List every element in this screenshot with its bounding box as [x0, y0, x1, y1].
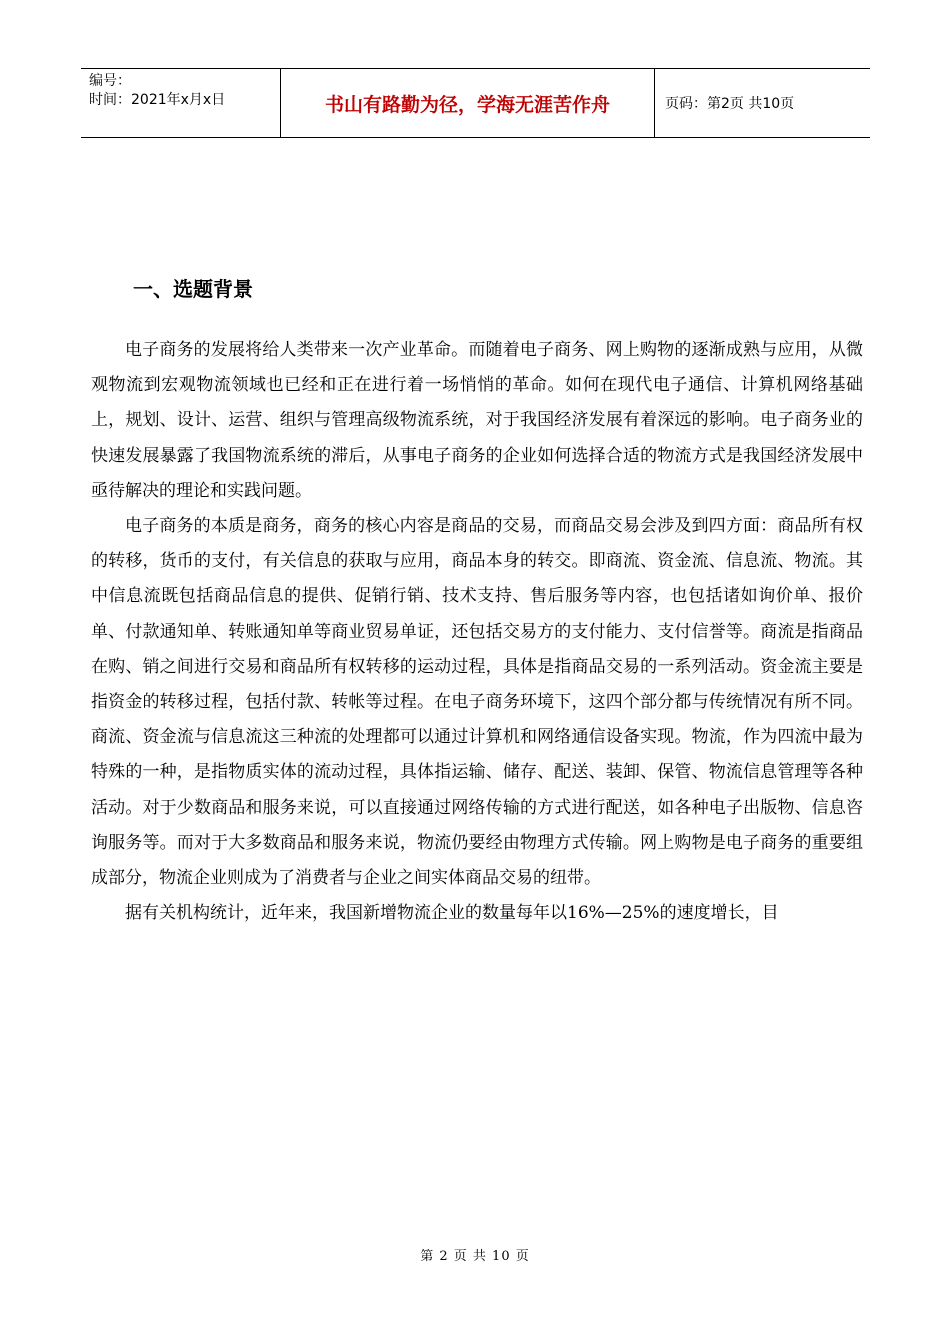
- body-text: [91, 333, 863, 931]
- header-page-number: 页码：第2页 共10页: [665, 96, 795, 112]
- section-title: 一、选题背景: [133, 277, 253, 301]
- header-motto: 书山有路勤为径，学海无涯苦作舟: [281, 69, 655, 137]
- page-footer: 第 2 页 共 10 页: [420, 1249, 530, 1264]
- paragraph: 电子商务的发展将给人类带来一次产业革命。而随着电子商务、网上购物的逐渐成熟与应用，从微观物流到宏观物流领域也已经和正在进行着一场悄悄的革命。如何在现代电子通信、计算机网络基础上，规划、设计、运营、组织与管理高级物流系统，对于我国经济发展有着深远的影响。电子商务业的快速发展暴露了我国物流系统的滞后，从事电子商务的企业如何选择合适的物流方式是我国经济发展中亟待解决的理论和实践问题。: [91, 340, 863, 501]
- header-info-cell: [81, 69, 281, 137]
- page-header: [81, 68, 870, 138]
- paragraph: 电子商务的本质是商务，商务的核心内容是商品的交易，而商品交易会涉及到四方面：商品所有权的转移，货币的支付，有关信息的获取与应用，商品本身的转交。即商流、资金流、信息流、物流。其中信息流既包括商品信息的提供、促销行销、技术支持、售后服务等内容，也包括诸如询价单、报价单、付款通知单、转账通知单等商业贸易单证，还包括交易方的支付能力、支付信誉等。商流是指商品在购、销之间进行交易和商品所有权转移的运动过程，具体是指商品交易的一系列活动。资金流主要是指资金的转移过程，包括付款、转帐等过程。在电子商务环境下，这四个部分都与传统情况有所不同。商流、资金流与信息流这三种流的处理都可以通过计算机和网络通信设备实现。物流，作为四流中最为特殊的一种，是指物质实体的流动过程，具体指运输、储存、配送、装卸、保管、物流信息管理等各种活动。对于少数商品和服务来说，可以直接通过网络传输的方式进行配送，如各种电子出版物、信息咨询服务等。而对于大多数商品和服务来说，物流仍要经由物理方式传输。网上购物是电子商务的重要组成部分，物流企业则成为了消费者与企业之间实体商品交易的纽带。: [91, 516, 863, 889]
- paragraph: 据有关机构统计，近年来，我国新增物流企业的数量每年以16%—25%的速度增长，目: [125, 903, 779, 924]
- document-number-label: 编号：: [89, 73, 131, 89]
- document-date-label: 时间：2021年x月x日: [89, 92, 226, 108]
